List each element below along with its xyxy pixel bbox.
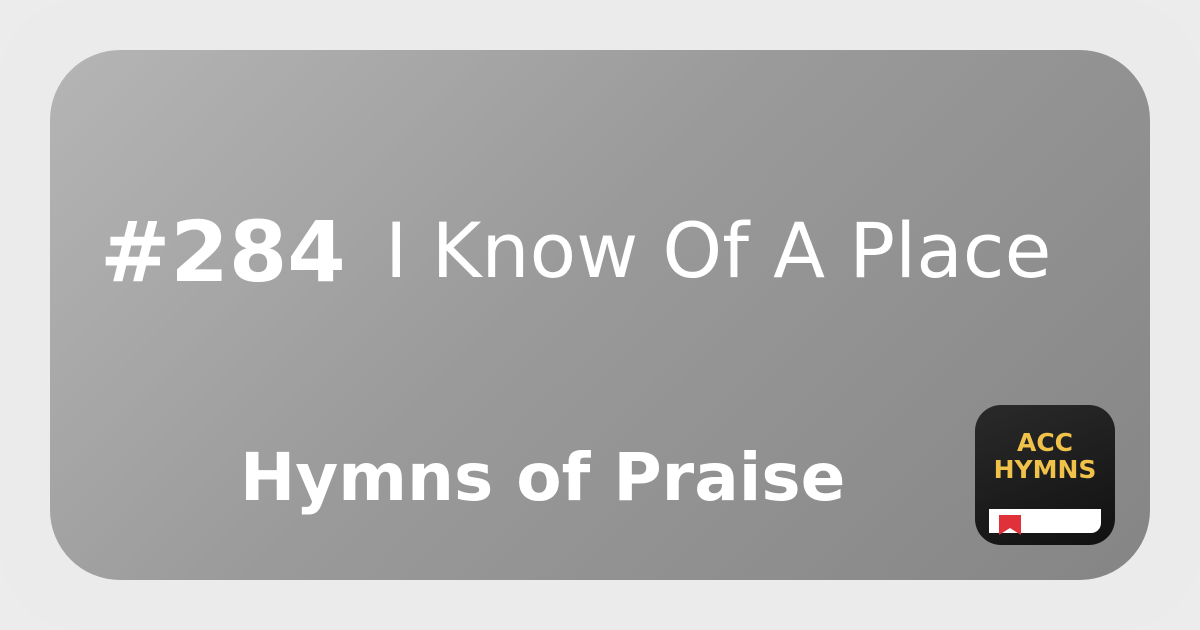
app-logo-text (975, 429, 1115, 483)
hymn-number: #284 (100, 203, 346, 301)
app-logo-line-1: ACC (1016, 428, 1074, 457)
app-logo-line-2: HYMNS (993, 455, 1097, 484)
app-logo-icon (975, 405, 1115, 545)
collection-title: Hymns of Praise (240, 439, 846, 516)
hymn-card (50, 50, 1150, 580)
hymn-title: I Know Of A Place (385, 206, 1052, 295)
bookmark-icon (999, 515, 1021, 535)
